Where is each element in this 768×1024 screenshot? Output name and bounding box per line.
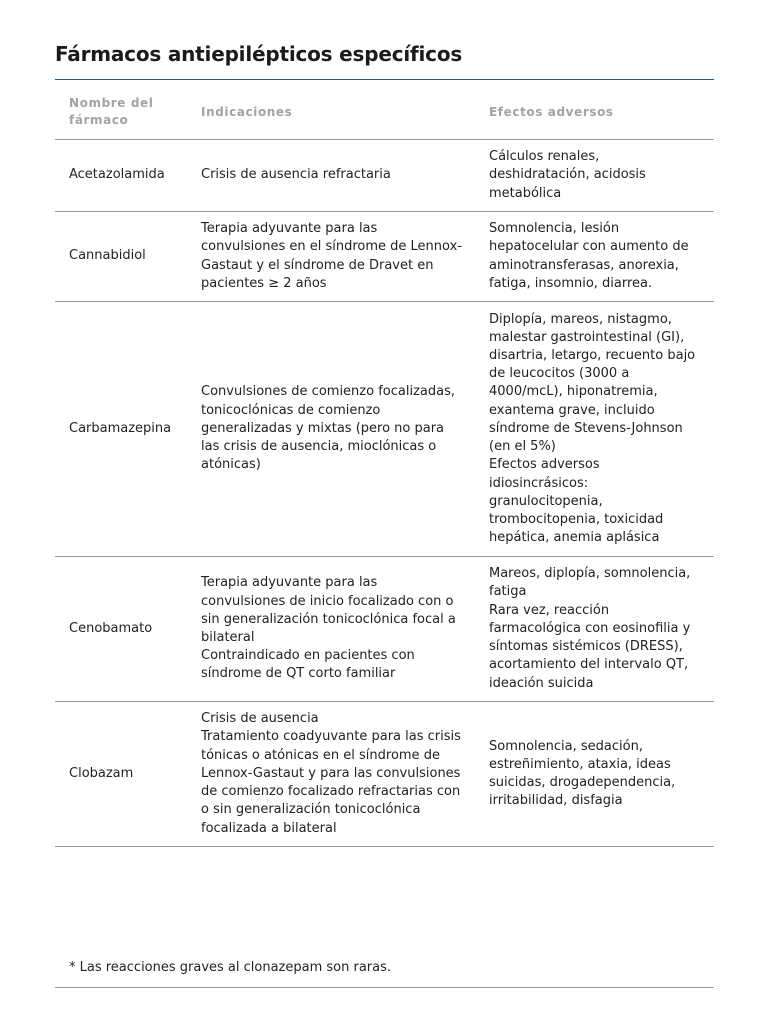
drug-name-cell: Clobazam [55, 702, 187, 847]
column-header-adverse-effects: Efectos adversos [475, 84, 714, 140]
adverse-effects-cell: Diplopía, mareos, nistagmo, malestar gastrointestinal (GI), disartria, letargo, recuento bajo de leucocitos (3000 a 4000/mcL), hiponatremia, exantema grave, incluido síndrome de Stevens-Johnson (en el 5%) Efectos adversos idiosincrásicos: granulocitopenia, trombocitopenia, toxicidad hepática, anemia aplásica [475, 302, 714, 557]
table-row [55, 702, 714, 847]
drug-name-cell: Cannabidiol [55, 212, 187, 302]
drug-name-cell: Cenobamato [55, 557, 187, 702]
indications-cell: Terapia adyuvante para las convulsiones en el síndrome de Lennox-Gastaut y el síndrome de Dravet en pacientes ≥ 2 años [187, 212, 475, 302]
table-row [55, 212, 714, 302]
adverse-effects-cell: Mareos, diplopía, somnolencia, fatiga Rara vez, reacción farmacológica con eosinofilia y síntomas sistémicos (DRESS), acortamiento del intervalo QT, ideación suicida [475, 557, 714, 702]
adverse-effects-cell: Somnolencia, lesión hepatocelular con aumento de aminotransferasas, anorexia, fatiga, insomnio, diarrea. [475, 212, 714, 302]
drug-table [55, 84, 714, 847]
table-row [55, 302, 714, 557]
drug-name-cell: Carbamazepina [55, 302, 187, 557]
footnote: * Las reacciones graves al clonazepam son raras. [69, 960, 392, 975]
table-row [55, 557, 714, 702]
indications-cell: Terapia adyuvante para las convulsiones de inicio focalizado con o sin generalización tonicoclónica focal a bilateral Contraindicado en pacientes con síndrome de QT corto familiar [187, 557, 475, 702]
indications-cell: Convulsiones de comienzo focalizadas, tonicoclónicas de comienzo generalizadas y mixtas (pero no para las crisis de ausencia, mioclónicas o atónicas) [187, 302, 475, 557]
table-header-row [55, 84, 714, 140]
table-row [55, 140, 714, 212]
footer-divider [55, 987, 714, 988]
drug-name-cell: Acetazolamida [55, 140, 187, 212]
adverse-effects-cell: Somnolencia, sedación, estreñimiento, ataxia, ideas suicidas, drogadependencia, irritabilidad, disfagia [475, 702, 714, 847]
title-divider [55, 79, 714, 80]
column-header-indications: Indicaciones [187, 84, 475, 140]
column-header-drug-name: Nombre del fármaco [55, 84, 187, 140]
indications-cell: Crisis de ausencia refractaria [187, 140, 475, 212]
indications-cell: Crisis de ausencia Tratamiento coadyuvante para las crisis tónicas o atónicas en el síndrome de Lennox-Gastaut y para las convulsiones de comienzo focalizado refractarias con o sin generalización tonicoclónica focalizada a bilateral [187, 702, 475, 847]
page-title: Fármacos antiepilépticos específicos [55, 42, 463, 66]
adverse-effects-cell: Cálculos renales, deshidratación, acidosis metabólica [475, 140, 714, 212]
